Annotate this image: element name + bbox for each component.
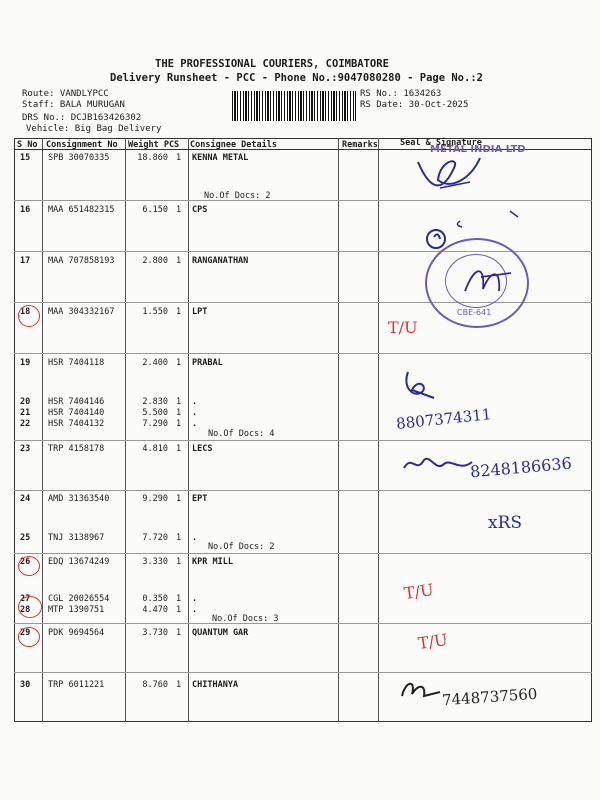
row-consignment: MAA 304332167 <box>48 307 115 317</box>
row-consignee: KPR MILL <box>192 557 233 567</box>
row-consignee: CHITHANYA <box>192 680 239 690</box>
col-weight-pcs: Weight PCS <box>128 140 180 150</box>
row-consignee: EPT <box>192 494 208 504</box>
col-divider <box>378 138 379 722</box>
vehicle-label: Vehicle: Big Bag Delivery <box>26 124 162 134</box>
row-sno: 29 <box>20 628 31 638</box>
row-consignee: LPT <box>192 307 208 317</box>
company-title: THE PROFESSIONAL COURIERS, COIMBATORE <box>155 58 389 70</box>
doc-count: No.Of Docs: 2 <box>204 191 271 201</box>
row-consignment: AMD 31363540 <box>48 494 110 504</box>
row-weight: 0.350 <box>142 594 168 604</box>
col-divider <box>188 138 189 722</box>
row-consignment: TNJ 3138967 <box>48 533 105 543</box>
row-consignee: PRABAL <box>192 358 223 368</box>
company-seal: CBE-641 <box>425 238 529 328</box>
tu-remark: T/U <box>388 318 418 337</box>
tu-remark: T/U <box>416 630 449 653</box>
handwritten-phone: 8248186636 <box>469 453 573 482</box>
row-consignee: . <box>192 533 198 543</box>
row-consignee: RANGANATHAN <box>192 256 249 266</box>
col-divider <box>42 138 43 722</box>
col-sno: S No <box>17 140 38 150</box>
signature-chithanya <box>396 676 446 706</box>
row-consignment: HSR 7404140 <box>48 408 105 418</box>
row-consignee: QUANTUM GAR <box>192 628 249 638</box>
row-sno: 24 <box>20 494 31 504</box>
row-consignment: MAA 651482315 <box>48 205 115 215</box>
signature-lecs <box>400 450 480 480</box>
row-sno: 26 <box>20 557 31 567</box>
row-sno: 16 <box>20 205 31 215</box>
row-consignment: TRP 4158178 <box>48 444 105 454</box>
row-pcs: 1 <box>176 153 182 163</box>
row-pcs: 1 <box>176 494 182 504</box>
row-consignment: EDQ 13674249 <box>48 557 110 567</box>
row-consignment: HSR 7404118 <box>48 358 105 368</box>
row-sno: 21 <box>20 408 31 418</box>
row-consignment: PDK 9694564 <box>48 628 105 638</box>
sno-mark <box>18 556 40 576</box>
row-weight: 7.290 <box>142 419 168 429</box>
sno-mark <box>18 305 40 327</box>
route-label: Route: VANDLYPCC <box>22 89 109 99</box>
row-pcs: 1 <box>176 444 182 454</box>
signature-ept: xRS <box>488 513 523 533</box>
row-divider <box>14 353 592 354</box>
row-pcs: 1 <box>176 256 182 266</box>
row-pcs: 1 <box>176 408 182 418</box>
row-consignee: . <box>192 594 198 604</box>
row-weight: 9.290 <box>142 494 168 504</box>
row-sno: 30 <box>20 680 31 690</box>
row-consignee: LECS <box>192 444 213 454</box>
row-sno: 27 <box>20 594 31 604</box>
row-sno: 18 <box>20 307 31 317</box>
row-weight: 18.860 <box>137 153 168 163</box>
row-divider <box>14 623 592 624</box>
col-divider <box>125 138 126 722</box>
row-pcs: 1 <box>176 358 182 368</box>
row-pcs: 1 <box>176 680 182 690</box>
row-weight: 6.150 <box>142 205 168 215</box>
col-divider <box>338 138 339 722</box>
row-sno: 17 <box>20 256 31 266</box>
row-sno: 28 <box>20 605 31 615</box>
row-divider <box>14 200 592 201</box>
row-pcs: 1 <box>176 605 182 615</box>
row-sno: 22 <box>20 419 31 429</box>
signature-ranganathan <box>455 255 525 305</box>
tu-remark: T/U <box>402 580 435 603</box>
row-pcs: 1 <box>176 557 182 567</box>
signature-kenna <box>410 150 490 198</box>
runsheet-subtitle: Delivery Runsheet - PCC - Phone No.:9047080280 - Page No.:2 <box>110 72 483 84</box>
row-consignment: SPB 30070335 <box>48 153 110 163</box>
row-sno: 15 <box>20 153 31 163</box>
row-sno: 19 <box>20 358 31 368</box>
row-sno: 25 <box>20 533 31 543</box>
row-sno: 23 <box>20 444 31 454</box>
row-consignment: MTP 1390751 <box>48 605 105 615</box>
row-weight: 3.730 <box>142 628 168 638</box>
row-pcs: 1 <box>176 628 182 638</box>
row-weight: 5.500 <box>142 408 168 418</box>
row-weight: 4.810 <box>142 444 168 454</box>
row-consignment: CGL 20026554 <box>48 594 110 604</box>
handwritten-phone: 7448737560 <box>441 684 538 710</box>
handwritten-phone: 8807374311 <box>395 405 493 433</box>
row-divider <box>14 490 592 491</box>
row-pcs: 1 <box>176 419 182 429</box>
row-weight: 1.550 <box>142 307 168 317</box>
row-consignment: HSR 7404146 <box>48 397 105 407</box>
row-consignment: HSR 7404132 <box>48 419 105 429</box>
row-divider <box>14 672 592 673</box>
col-seal-signature: Seal & Signature <box>400 138 482 148</box>
row-pcs: 1 <box>176 307 182 317</box>
barcode <box>232 91 356 121</box>
row-weight: 8.760 <box>142 680 168 690</box>
doc-count: No.Of Docs: 4 <box>208 429 275 439</box>
doc-count: No.Of Docs: 2 <box>208 542 275 552</box>
row-consignee: . <box>192 408 198 418</box>
col-consignment: Consignment No <box>46 140 118 150</box>
row-weight: 2.400 <box>142 358 168 368</box>
row-pcs: 1 <box>176 533 182 543</box>
row-consignment: MAA 707858193 <box>48 256 115 266</box>
row-weight: 3.330 <box>142 557 168 567</box>
drs-label: DRS No.: DCJB163426302 <box>22 113 142 123</box>
col-consignee: Consignee Details <box>190 140 277 150</box>
row-consignee: . <box>192 397 198 407</box>
row-consignee: . <box>192 419 198 429</box>
col-remarks: Remarks <box>342 140 378 150</box>
row-consignee: KENNA METAL <box>192 153 249 163</box>
row-pcs: 1 <box>176 594 182 604</box>
metal-india-stamp: METAL INDIA LTD <box>430 144 526 155</box>
rs-date: RS Date: 30-Oct-2025 <box>360 100 469 110</box>
row-pcs: 1 <box>176 205 182 215</box>
row-sno: 20 <box>20 397 31 407</box>
row-weight: 4.470 <box>142 605 168 615</box>
row-consignee: CPS <box>192 205 208 215</box>
sno-mark <box>18 627 40 647</box>
staff-label: Staff: BALA MURUGAN <box>22 100 125 110</box>
row-divider <box>14 440 592 441</box>
row-weight: 7.720 <box>142 533 168 543</box>
row-pcs: 1 <box>176 397 182 407</box>
row-consignment: TRP 6011221 <box>48 680 105 690</box>
sno-mark <box>18 596 42 618</box>
doc-count: No.Of Docs: 3 <box>212 614 279 624</box>
rs-number: RS No.: 1634263 <box>360 89 442 99</box>
signature-hsr <box>398 368 448 412</box>
row-consignee: . <box>192 605 198 615</box>
row-weight: 2.800 <box>142 256 168 266</box>
row-divider <box>14 553 592 554</box>
row-weight: 2.830 <box>142 397 168 407</box>
